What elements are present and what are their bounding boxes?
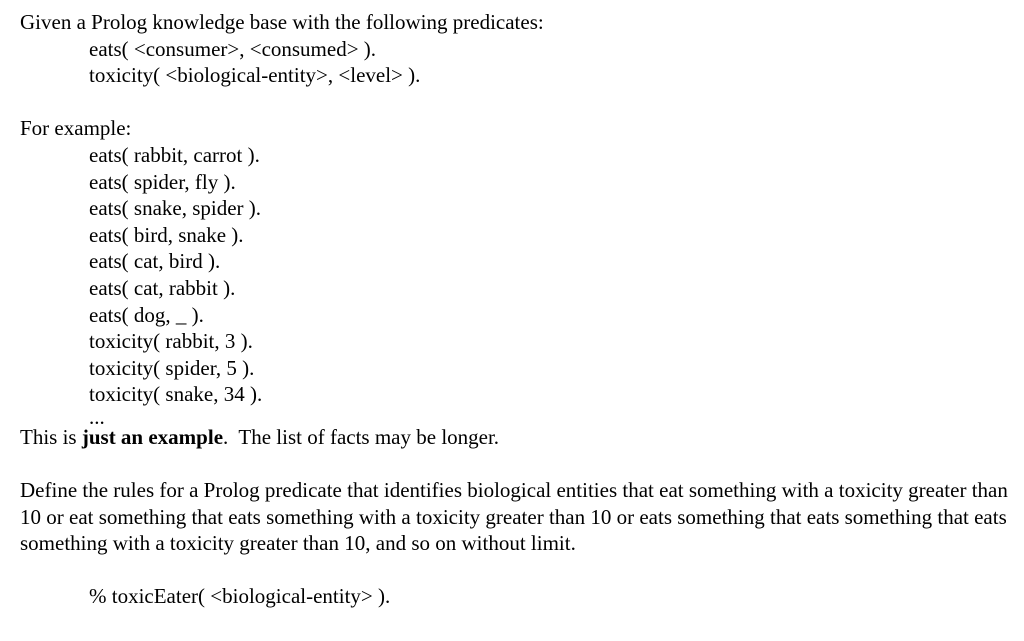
spacer (20, 451, 1010, 478)
fact-line: eats( rabbit, carrot ). (89, 142, 260, 167)
document (20, 9, 1010, 610)
fact-line: eats( spider, fly ). (89, 169, 236, 194)
spacer (20, 89, 1010, 116)
ellipsis: ... (89, 404, 105, 429)
fact-line: toxicity( spider, 5 ). (89, 355, 255, 380)
intro-heading: Given a Prolog knowledge base with the following predicates: (20, 10, 544, 34)
example-note-suffix: . The list of facts may be longer. (223, 424, 500, 449)
fact-line: eats( dog, _ ). (89, 302, 204, 327)
fact-line: toxicity( rabbit, 3 ). (89, 329, 253, 354)
predicate-eats: eats( <consumer>, <consumed> ). (89, 36, 377, 61)
fact-line: toxicity( snake, 34 ). (89, 382, 263, 407)
predicate-toxicity: toxicity( <biological-entity>, <level> ). (89, 63, 421, 88)
example-note-prefix: This is (20, 424, 82, 449)
fact-line: eats( cat, bird ). (89, 249, 221, 274)
example-note-emphasis: just an example (81, 424, 224, 449)
example-heading: For example: (20, 116, 132, 141)
fact-line: eats( bird, snake ). (89, 222, 244, 247)
example-note (20, 424, 1010, 451)
fact-line: eats( cat, rabbit ). (89, 275, 236, 300)
task-description: Define the rules for a Prolog predicate that identifies biological entities that eat something with a toxicity greater than 10 or eat something that eats something with a toxicity greater than 10 or eats something that eats something that eats something with a toxicity greater than 10, and so on without limit. (20, 478, 1008, 556)
fact-line: eats( snake, spider ). (89, 196, 262, 221)
predicate-signature: % toxicEater( <biological-entity> ). (89, 584, 391, 609)
spacer (20, 557, 1010, 584)
